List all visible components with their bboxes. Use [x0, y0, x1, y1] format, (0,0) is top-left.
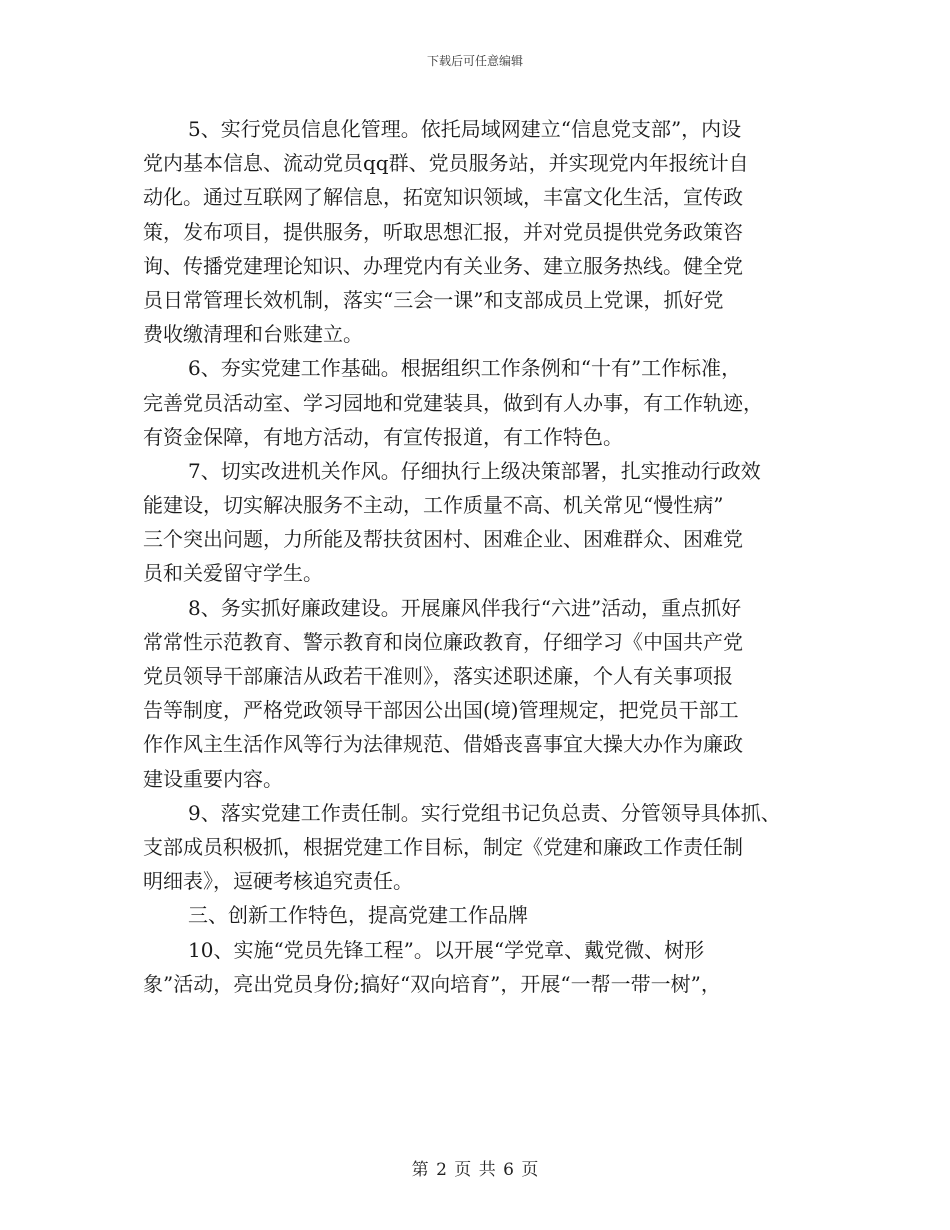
text-line: 询、传播党建理论知识、办理党内有关业务、建立服务热线。健全党: [143, 253, 743, 278]
text-line: 告等制度，严格党政领导干部因公出国(境)管理规定，把党员干部工: [143, 698, 739, 723]
text-line: 费收缴清理和台账建立。: [143, 322, 363, 347]
page-number: 第 2 页 共 6 页: [411, 1160, 539, 1180]
text-line: 6、夯实党建工作基础。根据组织工作条例和“十有”工作标准，: [188, 356, 742, 381]
text-line: 5、实行党员信息化管理。依托局域网建立“信息党支部”，内设: [188, 117, 742, 141]
document-body: [143, 112, 823, 1001]
page-header: 下载后可任意编辑: [426, 54, 523, 68]
text-line: 10、实施“党员先锋工程”。以开展“学党章、戴党微、树形: [188, 937, 705, 962]
text-line: 动化。通过互联网了解信息，拓宽知识领域，丰富文化生活，宣传政: [143, 185, 743, 210]
text-line: 员和关爱留守学生。: [143, 561, 323, 586]
text-line: 完善党员活动室、学习园地和党建装具，做到有人办事，有工作轨迹，: [143, 390, 763, 415]
text-line: 三、创新工作特色，提高党建工作品牌: [188, 903, 528, 928]
text-line: 9、落实党建工作责任制。实行党组书记负总责、分管领导具体抓、: [188, 800, 781, 825]
text-line: 三个突出问题，力所能及帮扶贫困村、困难企业、困难群众、困难党: [143, 527, 743, 552]
text-line: 党员领导干部廉洁从政若干准则》，落实述职述廉，个人有关事项报: [143, 664, 733, 688]
text-line: 明细表》，逗硬考核追究责任。: [143, 869, 413, 894]
text-line: 建设重要内容。: [143, 766, 283, 791]
text-line: 支部成员积极抓，根据党建工作目标，制定《党建和廉政工作责任制: [143, 834, 743, 859]
text-line: 能建设，切实解决服务不主动，工作质量不高、机关常见“慢性病”: [143, 493, 724, 518]
text-line: 策，发布项目，提供服务，听取思想汇报，并对党员提供党务政策咨: [143, 219, 743, 244]
text-line: 常常性示范教育、警示教育和岗位廉政教育，仔细学习《中国共产党: [143, 629, 743, 654]
text-line: 作作风主生活作风等行为法律规范、借婚丧喜事宜大操大办作为廉政: [143, 732, 743, 757]
text-line: 8、务实抓好廉政建设。开展廉风伴我行“六进”活动，重点抓好: [188, 595, 742, 620]
text-line: 象”活动，亮出党员身份;搞好“双向培育”，开展“一帮一带一树”，: [143, 971, 721, 996]
text-line: 党内基本信息、流动党员qq群、党员服务站，并实现党内年报统计自: [143, 151, 749, 176]
text-line: 有资金保障，有地方活动，有宣传报道，有工作特色。: [143, 424, 623, 449]
text-line: 员日常管理长效机制，落实“三会一课”和支部成员上党课，抓好党: [143, 287, 724, 312]
text-line: 7、切实改进机关作风。仔细执行上级决策部署，扎实推动行政效: [188, 458, 761, 483]
